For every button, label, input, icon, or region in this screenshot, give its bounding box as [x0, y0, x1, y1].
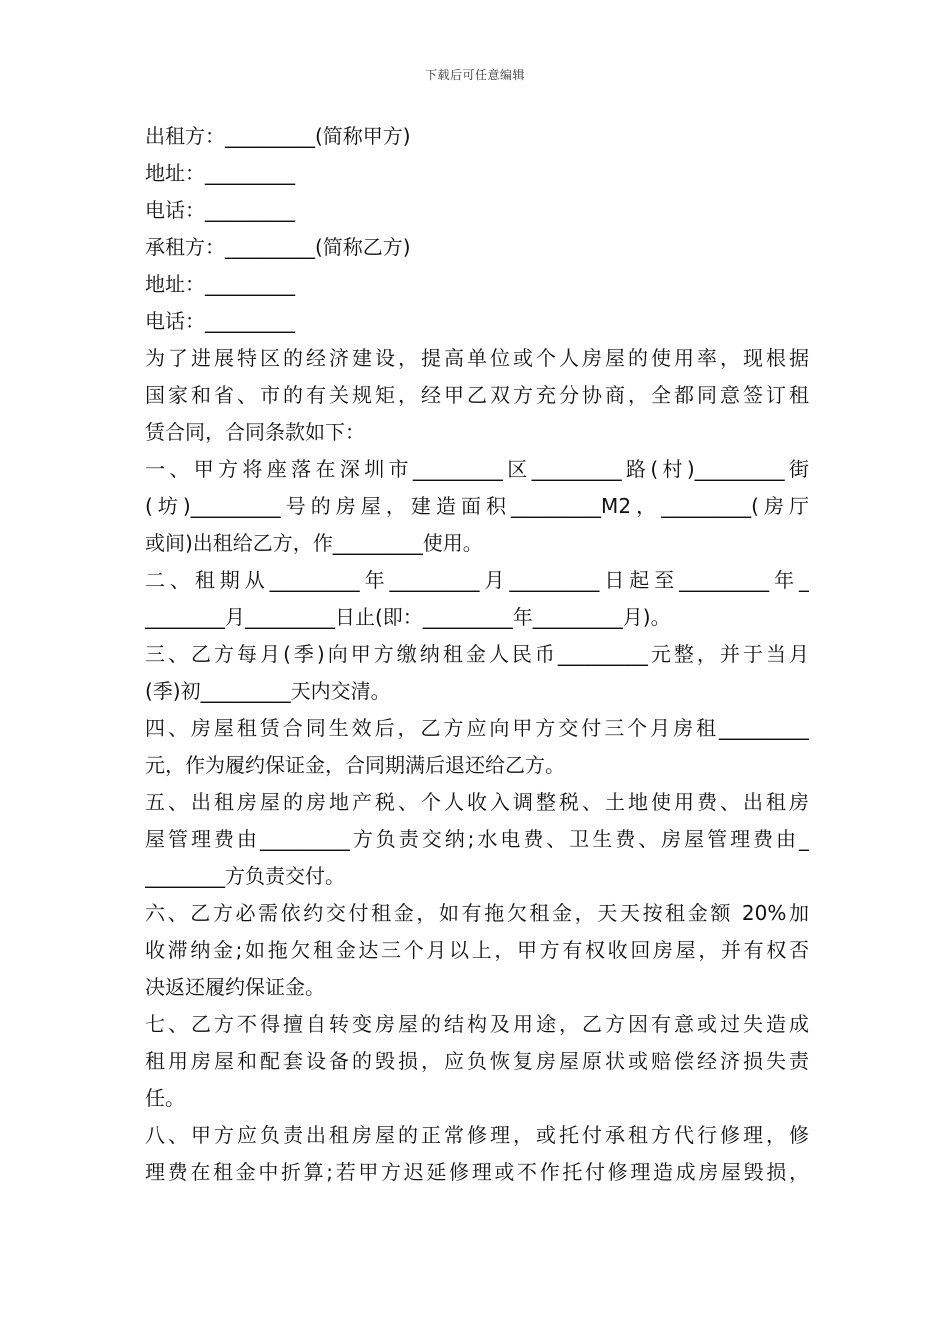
clause-1-line: 一、甲方将座落在深圳市_________区_________路(村)_________街	[145, 457, 809, 481]
lessor-phone-line: 电话：_________	[145, 198, 295, 222]
clause-6-line: 收滞纳金;如拖欠租金达三个月以上，甲方有权收回房屋，并有权否	[145, 938, 809, 962]
clause-8-line: 八、甲方应负责出租房屋的正常修理，或托付承租方代行修理，修	[145, 1123, 809, 1147]
contract-body	[145, 118, 809, 1191]
clause-5-line: 五、出租房屋的房地产税、个人收入调整税、土地使用费、出租房	[145, 790, 809, 814]
page-header-note: 下载后可任意编辑	[424, 68, 525, 82]
clause-1-line: 或间)出租给乙方，作_________使用。	[145, 531, 483, 555]
lessor-line: 出租方：_________(简称甲方)	[145, 124, 411, 148]
clause-3-line: 三、乙方每月(季)向甲方缴纳租金人民币_________元整，并于当月	[145, 642, 809, 666]
lessee-phone-line: 电话：_________	[145, 309, 295, 333]
lessor-address-line: 地址：_________	[145, 161, 295, 185]
clause-7-line: 任。	[145, 1086, 185, 1110]
clause-2-line: 二、租期从_________年_________月_________日起至_________年_	[145, 568, 809, 592]
clause-1-line: (坊)_________号的房屋，建造面积_________M2，_________(房厅	[145, 494, 809, 518]
clause-5-line: 屋管理费由_________方负责交纳;水电费、卫生费、房屋管理费由_	[145, 827, 809, 851]
preamble-line: 为了进展特区的经济建设，提高单位或个人房屋的使用率，现根据	[145, 346, 809, 370]
clause-4-line: 四、房屋租赁合同生效后，乙方应向甲方交付三个月房租_________	[145, 716, 809, 740]
lessee-address-line: 地址：_________	[145, 272, 295, 296]
clause-5-line: ________方负责交付。	[145, 864, 345, 888]
clause-2-line: ________月_________日止(即：_________年_________月)。	[145, 605, 671, 629]
clause-6-line: 决返还履约保证金。	[145, 975, 325, 999]
lessee-line: 承租方：_________(简称乙方)	[145, 235, 411, 259]
clause-7-line: 七、乙方不得擅自转变房屋的结构及用途，乙方因有意或过失造成	[145, 1012, 809, 1036]
clause-6-line: 六、乙方必需依约交付租金，如有拖欠租金，天天按租金额 20%加	[145, 901, 809, 925]
clause-7-line: 租用房屋和配套设备的毁损，应负恢复房屋原状或赔偿经济损失责	[145, 1049, 809, 1073]
clause-4-line: 元，作为履约保证金，合同期满后退还给乙方。	[145, 753, 565, 777]
clause-3-line: (季)初_________天内交清。	[145, 679, 391, 703]
clause-8-line: 理费在租金中折算;若甲方迟延修理或不作托付修理造成房屋毁损，	[145, 1160, 809, 1184]
preamble-line: 赁合同，合同条款如下：	[145, 420, 365, 444]
preamble-line: 国家和省、市的有关规矩，经甲乙双方充分协商，全都同意签订租	[145, 383, 809, 407]
